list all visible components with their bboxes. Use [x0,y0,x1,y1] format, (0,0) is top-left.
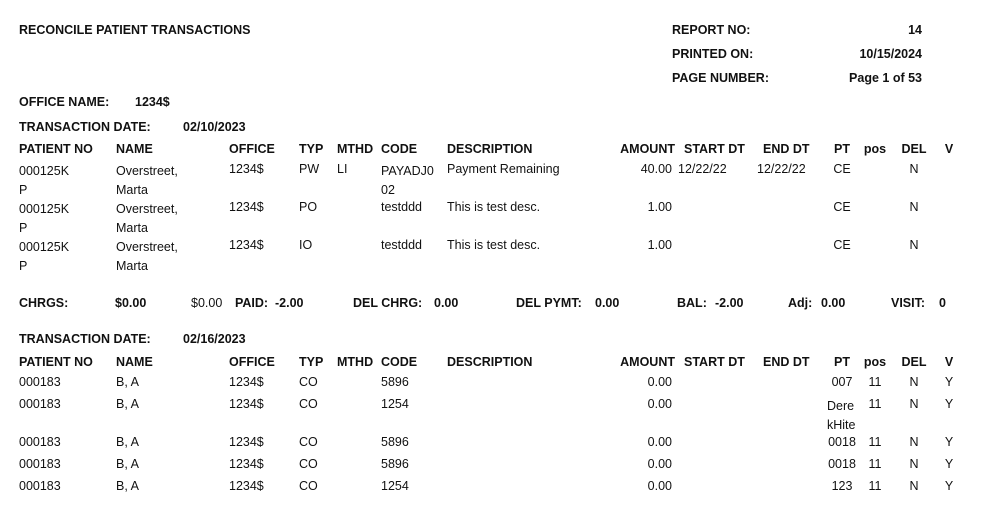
cell-del: N [909,479,919,493]
transaction-date-value: 02/16/2023 [183,332,246,346]
adj-value: 0.00 [821,296,846,310]
cell-text: Marta [116,221,148,235]
cell-code: 5896 [381,457,409,471]
cell-pt: CE [833,200,851,214]
transaction-date-value: 02/10/2023 [183,120,246,134]
cell-v: Y [944,397,954,411]
cell-name [116,162,178,200]
cell-office: 1234$ [229,457,264,471]
col-code: CODE [381,355,418,369]
cell-code: 5896 [381,435,409,449]
cell-v: Y [944,435,954,449]
cell-office: 1234$ [229,435,264,449]
bal-value: -2.00 [715,296,744,310]
col-patient-no: PATIENT NO [19,355,93,369]
col-name: NAME [116,142,153,156]
cell-text: P [19,259,28,273]
cell-amount: 1.00 [647,238,672,252]
cell-typ: CO [299,397,318,411]
cell-pt [827,397,859,435]
col-start-dt: START DT [684,142,745,156]
cell-del: N [909,457,919,471]
col-patient-no: PATIENT NO [19,142,93,156]
cell-code: 1254 [381,397,409,411]
report-no-label: REPORT NO: [672,23,751,37]
cell-name: B, A [116,457,139,471]
cell-v: Y [944,375,954,389]
col-pt: PT [834,355,850,369]
cell-office: 1234$ [229,238,264,252]
cell-typ: PO [299,200,318,214]
cell-typ: PW [299,162,320,176]
cell-code: testddd [381,238,423,252]
transaction-date-label: TRANSACTION DATE: [19,120,151,134]
visit-value: 0 [939,296,946,310]
cell-text: 02 [381,183,395,197]
col-mthd: MTHD [337,355,374,369]
page-number-value: Page 1 of 53 [849,71,922,85]
cell-patient-no: 000183 [19,457,61,471]
cell-text: P [19,221,28,235]
printed-on-value: 10/15/2024 [859,47,922,61]
cell-pos: 11 [868,397,882,411]
cell-office: 1234$ [229,162,264,176]
transaction-date-label: TRANSACTION DATE: [19,332,151,346]
cell-code [381,162,434,200]
col-description: DESCRIPTION [447,142,533,156]
col-typ: TYP [299,142,324,156]
cell-amount: 0.00 [647,479,672,493]
cell-text: Overstreet, [116,202,178,216]
cell-amount: 0.00 [647,457,672,471]
cell-text: Overstreet, [116,240,178,254]
cell-patient-no: 000183 [19,479,61,493]
cell-amount: 1.00 [647,200,672,214]
cell-text: Marta [116,259,148,273]
chrgs-secondary-value: $0.00 [191,296,223,310]
col-pt: PT [834,142,850,156]
cell-text: PAYADJ0 [381,164,434,178]
bal-label: BAL: [677,296,707,310]
cell-text: P [19,183,28,197]
cell-pt: 0018 [828,457,856,471]
chrgs-value: $0.00 [115,296,147,310]
cell-office: 1234$ [229,375,264,389]
col-end-dt: END DT [763,355,810,369]
col-amount: AMOUNT [620,142,675,156]
col-del: DEL [901,142,927,156]
col-typ: TYP [299,355,324,369]
cell-amount: 40.00 [640,162,672,176]
del-chrg-label: DEL CHRG: [353,296,423,310]
cell-typ: CO [299,479,318,493]
col-v: V [944,355,954,369]
cell-office: 1234$ [229,200,264,214]
col-code: CODE [381,142,418,156]
cell-code: 5896 [381,375,409,389]
col-end-dt: END DT [763,142,810,156]
cell-typ: CO [299,435,318,449]
col-office: OFFICE [229,355,275,369]
cell-text: 000125K [19,240,70,254]
cell-description: This is test desc. [447,200,541,214]
cell-mthd: LI [337,162,348,176]
cell-del: N [909,162,919,176]
cell-typ: CO [299,457,318,471]
col-office: OFFICE [229,142,275,156]
cell-amount: 0.00 [647,397,672,411]
col-pos: pos [863,142,887,156]
office-name-label: OFFICE NAME: [19,95,110,109]
cell-v: Y [944,479,954,493]
col-pos: pos [863,355,887,369]
cell-pos: 11 [868,479,882,493]
col-start-dt: START DT [684,355,745,369]
cell-patient-no [19,162,69,200]
cell-pt: 123 [831,479,853,493]
cell-amount: 0.00 [647,375,672,389]
cell-del: N [909,238,919,252]
cell-text: 000125K [19,164,70,178]
cell-v: Y [944,457,954,471]
del-pymt-label: DEL PYMT: [516,296,582,310]
office-name-value: 1234$ [135,95,170,109]
cell-code: testddd [381,200,423,214]
cell-office: 1234$ [229,397,264,411]
cell-name: B, A [116,375,139,389]
del-pymt-value: 0.00 [595,296,620,310]
cell-text: 000125K [19,202,70,216]
cell-patient-no [19,238,69,276]
del-chrg-value: 0.00 [434,296,459,310]
cell-typ: CO [299,375,318,389]
cell-pt: 0018 [828,435,856,449]
cell-office: 1234$ [229,479,264,493]
cell-end-dt: 12/22/22 [757,162,806,176]
cell-pt: CE [833,238,851,252]
cell-name [116,200,178,238]
cell-patient-no [19,200,69,238]
adj-label: Adj: [788,296,813,310]
cell-amount: 0.00 [647,435,672,449]
cell-pos: 11 [868,435,882,449]
printed-on-label: PRINTED ON: [672,47,754,61]
col-amount: AMOUNT [620,355,675,369]
cell-del: N [909,375,919,389]
cell-pos: 11 [868,375,882,389]
cell-del: N [909,397,919,411]
cell-patient-no: 000183 [19,397,61,411]
cell-code: 1254 [381,479,409,493]
report-no-value: 14 [908,23,922,37]
paid-value: -2.00 [275,296,304,310]
cell-text: Overstreet, [116,164,178,178]
cell-name: B, A [116,479,139,493]
cell-name: B, A [116,435,139,449]
cell-text: Marta [116,183,148,197]
cell-del: N [909,435,919,449]
col-mthd: MTHD [337,142,374,156]
cell-start-dt: 12/22/22 [678,162,727,176]
cell-patient-no: 000183 [19,435,61,449]
paid-label: PAID: [235,296,269,310]
visit-label: VISIT: [891,296,926,310]
cell-pt: CE [833,162,851,176]
col-description: DESCRIPTION [447,355,533,369]
cell-typ: IO [299,238,313,252]
cell-pt: 007 [831,375,853,389]
cell-text: kHite [827,418,856,432]
cell-del: N [909,200,919,214]
cell-pos: 11 [868,457,882,471]
chrgs-label: CHRGS: [19,296,69,310]
cell-name [116,238,178,276]
page-number-label: PAGE NUMBER: [672,71,769,85]
cell-description: This is test desc. [447,238,541,252]
cell-text: Dere [827,399,855,413]
report-title: RECONCILE PATIENT TRANSACTIONS [19,23,251,37]
col-v: V [944,142,954,156]
col-name: NAME [116,355,153,369]
cell-name: B, A [116,397,139,411]
col-del: DEL [901,355,927,369]
cell-patient-no: 000183 [19,375,61,389]
cell-description: Payment Remaining [447,162,560,176]
